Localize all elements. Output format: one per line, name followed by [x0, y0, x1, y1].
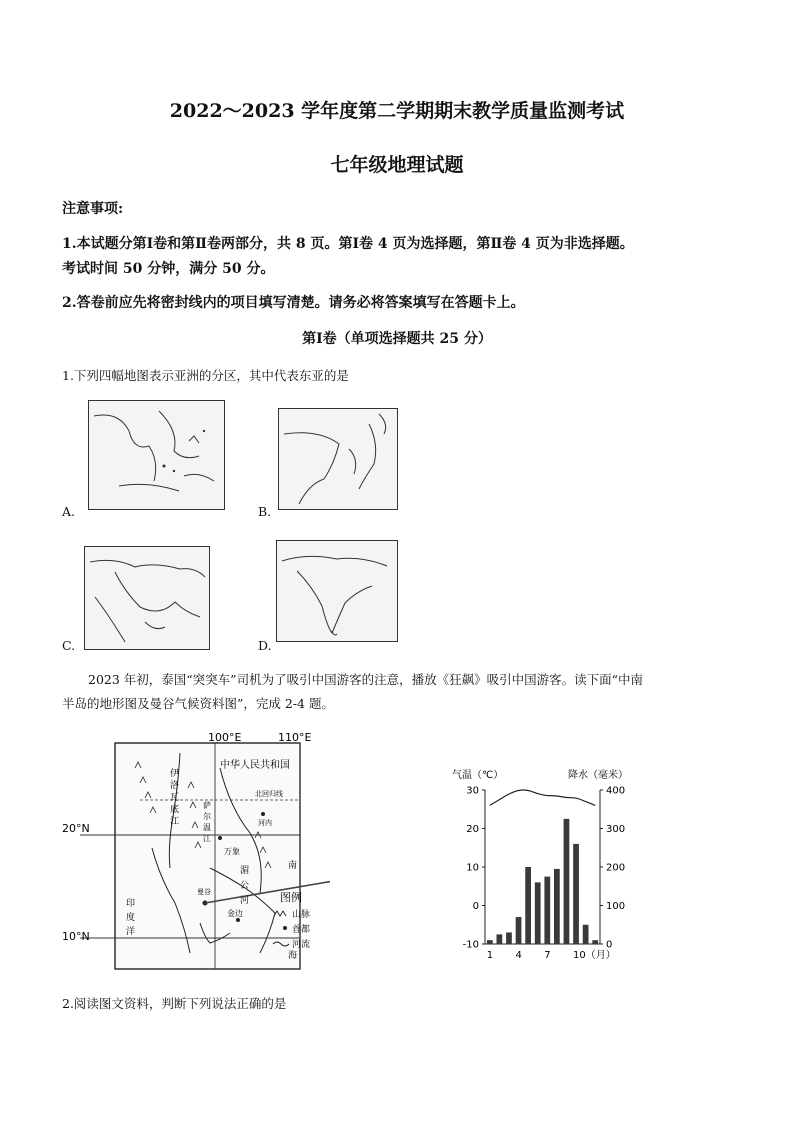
east-asia-map	[279, 409, 397, 509]
right-axis-label: 降水（毫米）	[568, 770, 628, 781]
x-tick-label: 4	[515, 950, 522, 961]
label-bangkok: 曼谷	[197, 888, 211, 896]
label-phnompenh: 金边	[227, 909, 243, 918]
left-tick-label: 10	[466, 862, 479, 874]
q1-map-d	[276, 540, 398, 642]
capital-legend-icon	[283, 926, 287, 930]
label-south-sea-1: 南	[288, 861, 298, 871]
left-tick-label: -10	[462, 939, 479, 951]
climate-chart-svg	[440, 762, 640, 962]
indochina-map	[60, 728, 330, 972]
west-asia-map	[85, 547, 209, 649]
label-irrawaddy-2: 洛	[170, 781, 180, 791]
notes-item-2: 2.答卷前应先将密封线内的项目填写清楚。请务必将答案填写在答题卡上。	[62, 295, 525, 311]
q1-option-d[interactable]: D.	[258, 638, 272, 653]
passage-line-1: 2023 年初，泰国“突突车”司机为了吸引中国游客的注意，播放《狂飙》吸引中国游客。读下面“中南	[88, 672, 643, 687]
legend-mountain: 山脉	[292, 910, 311, 920]
left-tick-label: 0	[472, 901, 479, 912]
precipitation-bar	[506, 932, 512, 944]
q1-option-b[interactable]: B.	[258, 504, 272, 519]
label-tropic: 北回归线	[255, 790, 283, 798]
precipitation-bar	[573, 844, 579, 944]
left-axis-label: 气温（℃）	[452, 770, 504, 781]
label-irrawaddy-3: 瓦	[170, 793, 180, 803]
right-tick-label: 400	[606, 785, 626, 797]
precipitation-bar	[497, 934, 503, 944]
x-tick-label: 7	[544, 950, 551, 961]
passage-line-2: 半岛的地形图及曼谷气候资料图”，完成 2-4 题。	[62, 696, 334, 711]
label-100e: 100°E	[208, 731, 242, 744]
precipitation-bar	[554, 869, 560, 944]
q1-option-c[interactable]: C.	[62, 638, 76, 653]
label-mekong-2: 公	[240, 881, 250, 891]
label-mekong-3: 河	[240, 896, 250, 906]
x-tick-label: 10（月）	[573, 950, 616, 961]
label-vientiane: 万象	[224, 847, 240, 856]
legend-capital: 首都	[292, 925, 311, 935]
notes-item-1-line-2: 考试时间 50 分钟，满分 50 分。	[62, 261, 275, 277]
climate-chart	[440, 762, 640, 962]
indochina-map-svg	[60, 728, 330, 972]
q1-option-a[interactable]: A.	[62, 504, 76, 519]
right-tick-label: 0	[606, 939, 613, 951]
right-tick-label: 300	[606, 824, 626, 835]
label-hanoi: 河内	[258, 819, 272, 827]
precipitation-bar	[564, 819, 570, 944]
q1-stem: 1.下列四幅地图表示亚洲的分区，其中代表东亚的是	[62, 368, 349, 383]
precipitation-bar	[592, 940, 598, 944]
label-20n: 20°N	[62, 822, 90, 835]
exam-title: 2022～2023 学年度第二学期期末教学质量监测考试	[169, 100, 625, 122]
precipitation-bar	[525, 867, 531, 944]
label-irrawaddy-5: 江	[170, 817, 180, 827]
label-salween-1: 萨	[203, 801, 211, 810]
legend-river: 河流	[292, 940, 311, 950]
label-salween-2: 尔	[203, 812, 211, 821]
precipitation-bar	[583, 925, 589, 944]
right-tick-label: 200	[606, 862, 626, 874]
precipitation-bar	[516, 917, 522, 944]
q1-map-c	[84, 546, 210, 650]
exam-subtitle: 七年级地理试题	[330, 154, 464, 176]
label-irrawaddy-1: 伊	[170, 769, 180, 779]
label-indian-ocean-2: 度	[126, 913, 136, 923]
label-salween-4: 江	[203, 834, 211, 843]
x-tick-label: 1	[486, 950, 494, 961]
left-tick-label: 30	[466, 785, 479, 797]
notes-item-1-line-1: 1.本试题分第Ⅰ卷和第Ⅱ卷两部分，共 8 页。第Ⅰ卷 4 页为选择题，第Ⅱ卷 4 页为非选择题。	[62, 236, 634, 252]
label-china: 中华人民共和国	[220, 760, 290, 771]
right-tick-label: 100	[606, 901, 626, 912]
section-title: 第Ⅰ卷（单项选择题共 25 分）	[302, 331, 492, 347]
q1-map-a	[88, 400, 225, 510]
precipitation-bar	[544, 877, 550, 944]
label-indian-ocean-3: 洋	[126, 927, 136, 937]
q2-stem: 2.阅读图文资料，判断下列说法正确的是	[62, 996, 287, 1011]
left-tick-label: 20	[466, 824, 479, 835]
label-south-sea-2: 海	[288, 951, 298, 961]
label-110e: 110°E	[278, 731, 312, 744]
legend-title: 图例	[280, 891, 302, 904]
temperature-line	[490, 790, 595, 805]
precipitation-bar	[487, 940, 493, 944]
label-irrawaddy-4: 底	[170, 805, 180, 815]
south-asia-map	[277, 541, 397, 641]
q1-map-b	[278, 408, 398, 510]
label-10n: 10°N	[62, 930, 90, 943]
precipitation-bar	[535, 882, 541, 944]
southeast-asia-map	[89, 401, 224, 509]
label-salween-3: 温	[203, 823, 211, 832]
label-indian-ocean-1: 印	[126, 899, 136, 909]
label-mekong-1: 湄	[240, 866, 250, 876]
notes-heading: 注意事项:	[62, 201, 124, 217]
